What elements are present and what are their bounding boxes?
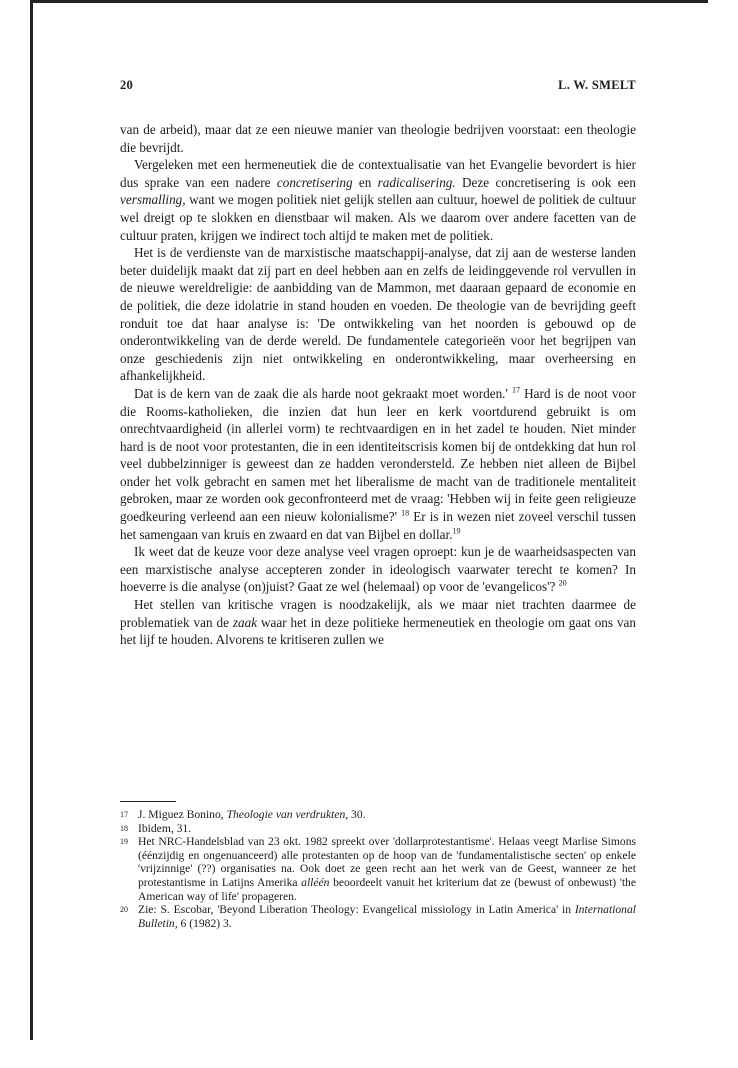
footnote-number: 20: [120, 905, 128, 915]
text-run: Het stellen van kritische vragen is noodzakelijk, als we maar niet trachten daarmee de problematiek van de: [120, 597, 636, 630]
text-run: Ik weet dat de keuze voor deze analyse veel vragen oproept: kun je de waarheidsaspecten van een marxistische analyse accepteren zonder in ideologisch vaarwater terecht te komen? In hoeverre is die analyse (on)juist? Gaat ze wel (helemaal) op voor de 'evangelicos'?: [120, 544, 636, 595]
footnote-text: [138, 808, 636, 822]
footnote: [120, 808, 636, 822]
text-run: J. Miguez Bonino,: [138, 808, 227, 821]
text-run: Vergeleken met een hermeneutiek die de contextualisatie van het Evangelie bevordert is hier dus sprake van een nadere: [120, 157, 636, 190]
emphasis-text: alléén: [301, 875, 330, 889]
text-run: waar het in deze politieke hermeneutiek en theologie om gaat ons van het lijf te houden. Alvorens te kritiseren zullen we: [120, 614, 636, 648]
running-head-author: L. W. SMELT: [558, 78, 636, 92]
text-run: want we mogen politiek niet gelijk stellen aan cultuur, hoewel de politiek de cultuur wel dreigt op te slokken en dienstbaar wil maken. Als we daarom over andere facetten van de cultuur praten, krijgen we indirect toch altijd te maken met de politiek.: [120, 192, 636, 243]
text-run: Dat is de kern van de zaak die als harde noot gekraakt moet worden.': [134, 385, 512, 401]
text-run: 6 (1982) 3.: [177, 916, 232, 930]
text-run: Ibidem, 31.: [138, 821, 192, 835]
footnotes: [120, 808, 636, 930]
text-run: Hard is de noot voor die Rooms-katholieken, die inzien dat hun leer en kerk voortdurend gebruikt is om onrechtvaardigheid (in allerlei vorm) te rechtvaardigen en in het zadel te houden. Niet minder hard is de noot voor protestanten, die in een identiteitscrisis komen bij de ontdekking dat hun rol veel dubbelzinniger is geweest dan ze hadden verondersteld. Ze hebben niet alleen de Bijbel onder het volk gebracht en samen met het liberalisme de macht van de traditionele mentaliteit gebroken, maar ze worden ook geconfronteerd met de vraag: 'Hebben wij in feite geen religieuze goedkeuring verleend aan een nieuw kolonialisme?': [120, 385, 636, 525]
paragraph: [120, 156, 636, 244]
text-run: Er is in wezen niet zoveel verschil tussen het samengaan van kruis en zwaard en dat van Bijbel en dollar.: [120, 509, 636, 542]
paragraph: [120, 543, 636, 596]
running-header: [120, 78, 636, 93]
footnote: [120, 822, 636, 836]
page-number: 20: [120, 78, 134, 92]
emphasis-text: versmalling,: [120, 192, 186, 208]
footnote: [120, 903, 636, 930]
emphasis-text: concretisering: [276, 174, 353, 190]
body-text: [120, 121, 636, 649]
text-run: Het is de verdienste van de marxistische maatschappij-analyse, dat zij aan de westerse landen beter duidelijk maakt dat zij part en deel hebben aan en zelfs de leidinggevende rol vervullen in de nieuwe wereldreligie: de aanbidding van de Mammon, met daaraan gepaard de economie en de politiek, die deze idolatrie in stand houden en voeden. De theologie van de bevrijding geeft ronduit toe dat haar analyse is: 'De ontwikkeling van het noorden is gebouwd op de onderontwikkeling van de derde wereld. De fundamentele categorieën voor het begrijpen van onze geschiedenis zijn niet ontwikkeling en onderontwikkeling, maar overheersing en afhankelijkheid.: [120, 245, 636, 384]
footnote-reference: 19: [452, 526, 461, 536]
footnote-reference: 20: [558, 579, 567, 589]
emphasis-text: Theologie van verdrukten,: [226, 808, 349, 821]
footnote-reference: 18: [401, 508, 410, 518]
footnote-number: 17: [120, 810, 128, 819]
footnote-text: [138, 822, 636, 836]
scan-border-top: [30, 0, 708, 3]
emphasis-text: International Bulletin,: [138, 903, 636, 930]
paragraph: [120, 121, 636, 156]
text-run: en: [352, 174, 378, 190]
paragraph: [120, 596, 636, 649]
emphasis-text: zaak: [232, 614, 258, 630]
emphasis-text: radicalisering.: [377, 174, 456, 190]
footnote-separator: [120, 801, 176, 802]
text-run: Deze concretisering is ook een: [455, 174, 637, 190]
paragraph: [120, 244, 636, 385]
footnote-reference: 17: [512, 385, 520, 395]
text-run: Het NRC-Handelsblad van 23 okt. 1982 spreekt over 'dollarprotestantisme'. Helaas veegt Marlise Simons (éénzijdig en ongenuanceerd) alle protestanten op de hoop van de 'fundamentalistische secten' op enkele 'vrijzinnige' (??) organisaties na. Ook doet ze geen recht aan het werk van de Geest, wanneer ze het protestantisme in Latijns Amerika: [138, 835, 636, 889]
scan-border-left: [30, 0, 33, 1040]
footnote: [120, 835, 636, 903]
footnote-number: 18: [120, 823, 128, 833]
text-run: 30.: [348, 808, 366, 821]
footnote-text: [138, 835, 636, 903]
text-run: beoordeelt vanuit het kriterium dat ze (bewust of onbewust) 'the American way of life' propageren.: [138, 875, 636, 903]
footnote-number: 19: [120, 837, 128, 847]
text-run: van de arbeid), maar dat ze een nieuwe manier van theologie bedrijven voorstaat: een theologie die bevrijdt.: [120, 122, 636, 155]
footnote-text: [138, 903, 636, 930]
paragraph: [120, 385, 636, 543]
text-run: Zie: S. Escobar, 'Beyond Liberation Theology: Evangelical missiology in Latin America' in: [138, 903, 575, 917]
